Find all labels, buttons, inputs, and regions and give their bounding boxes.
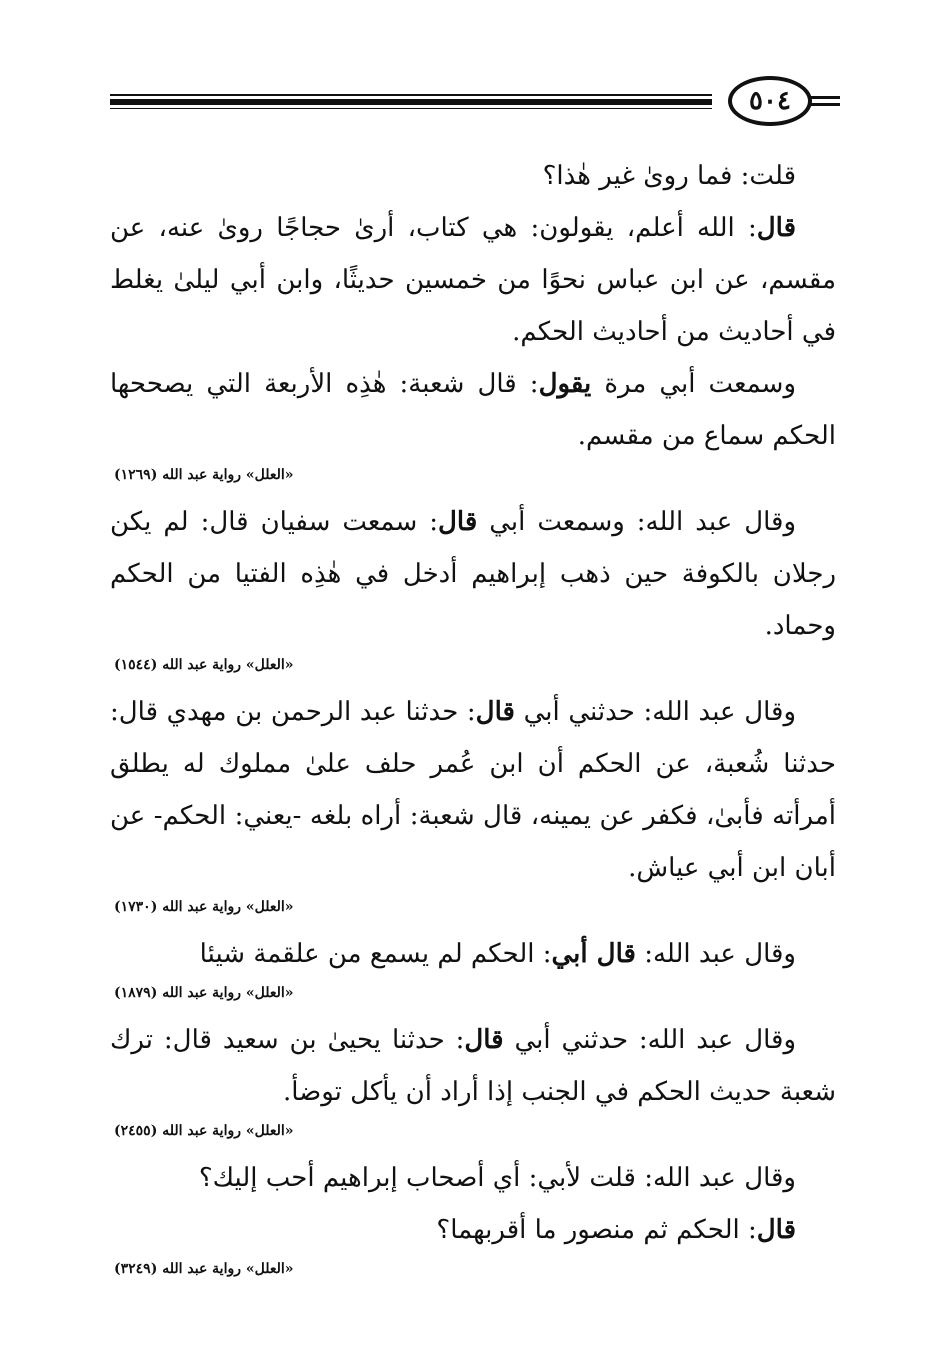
- page-number: ٥٠٤: [749, 86, 791, 116]
- text-run: : الحكم ثم منصور ما أقربهما؟: [436, 1215, 757, 1245]
- bold-keyword: قال: [756, 1215, 796, 1245]
- text-run: وقال عبد الله: حدثني أبي: [503, 1025, 796, 1055]
- source-citation: «العلل» رواية عبد الله (٣٢٤٩): [114, 1261, 294, 1277]
- header-rule: [110, 94, 712, 96]
- source-citation: «العلل» رواية عبد الله (١٢٦٩): [114, 467, 294, 483]
- text-run: وسمعت أبي مرة: [591, 369, 797, 399]
- page-number-badge: [728, 76, 812, 126]
- text-run: وقال عبد الله: قلت لأبي: أي أصحاب إبراهيم أحب إليك؟: [198, 1163, 796, 1193]
- bold-keyword: قال: [475, 697, 515, 727]
- bold-keyword: قال أبي: [551, 939, 636, 969]
- text-run: قلت: فما روىٰ غير هٰذا؟: [542, 161, 796, 191]
- source-citation: «العلل» رواية عبد الله (١٨٧٩): [114, 985, 294, 1001]
- paragraph: [110, 202, 836, 358]
- header-rule: [110, 99, 712, 105]
- page-header: [110, 72, 840, 132]
- text-run: وقال عبد الله: وسمعت أبي: [477, 507, 797, 537]
- paragraph: [110, 496, 836, 652]
- paragraph: [110, 928, 836, 980]
- page-body: [110, 150, 836, 1290]
- header-rule: [110, 108, 712, 109]
- source-citation: «العلل» رواية عبد الله (١٥٤٤): [114, 657, 294, 673]
- text-run: وقال عبد الله:: [635, 939, 796, 969]
- bold-keyword: قال: [438, 507, 478, 537]
- text-run: : حدثنا عبد الرحمن بن مهدي قال: حدثنا شُعبة، عن الحكم أن ابن عُمر حلف علىٰ مملوك له يطلق أمرأته فأبىٰ، فكفر عن يمينه، قال شعبة: أراه بلغه -يعني: الحكم- عن أبان ابن أبي عياش.: [110, 697, 836, 883]
- paragraph: [110, 1014, 836, 1118]
- text-run: وقال عبد الله: حدثني أبي: [514, 697, 796, 727]
- text-run: : حدثنا يحيىٰ بن سعيد قال: ترك شعبة حديث الحكم في الجنب إذا أراد أن يأكل توضأ.: [110, 1025, 836, 1107]
- bold-keyword: قال: [756, 213, 796, 243]
- paragraph: [110, 1152, 836, 1204]
- paragraph: [110, 686, 836, 894]
- bold-keyword: يقول: [538, 369, 592, 399]
- text-run: : قال شعبة: هٰذِه الأربعة التي يصححها الحكم سماع من مقسم.: [110, 369, 836, 451]
- paragraph: [110, 358, 836, 462]
- text-run: : سمعت سفيان قال: لم يكن رجلان بالكوفة حين ذهب إبراهيم أدخل في هٰذِه الفتيا من الحكم وحماد.: [110, 507, 836, 641]
- source-citation: «العلل» رواية عبد الله (٢٤٥٥): [114, 1123, 294, 1139]
- text-run: : الحكم لم يسمع من علقمة شيئا: [199, 939, 552, 969]
- paragraph: [110, 1204, 836, 1256]
- source-citation: «العلل» رواية عبد الله (١٧٣٠): [114, 899, 294, 915]
- paragraph: [110, 150, 836, 202]
- bold-keyword: قال: [464, 1025, 504, 1055]
- text-run: : الله أعلم، يقولون: هي كتاب، أرىٰ حجاجًا روىٰ عنه، عن مقسم، عن ابن عباس نحوًا من خمسين حديثًا، وابن أبي ليلىٰ يغلط في أحاديث من أحاديث الحكم.: [110, 213, 836, 347]
